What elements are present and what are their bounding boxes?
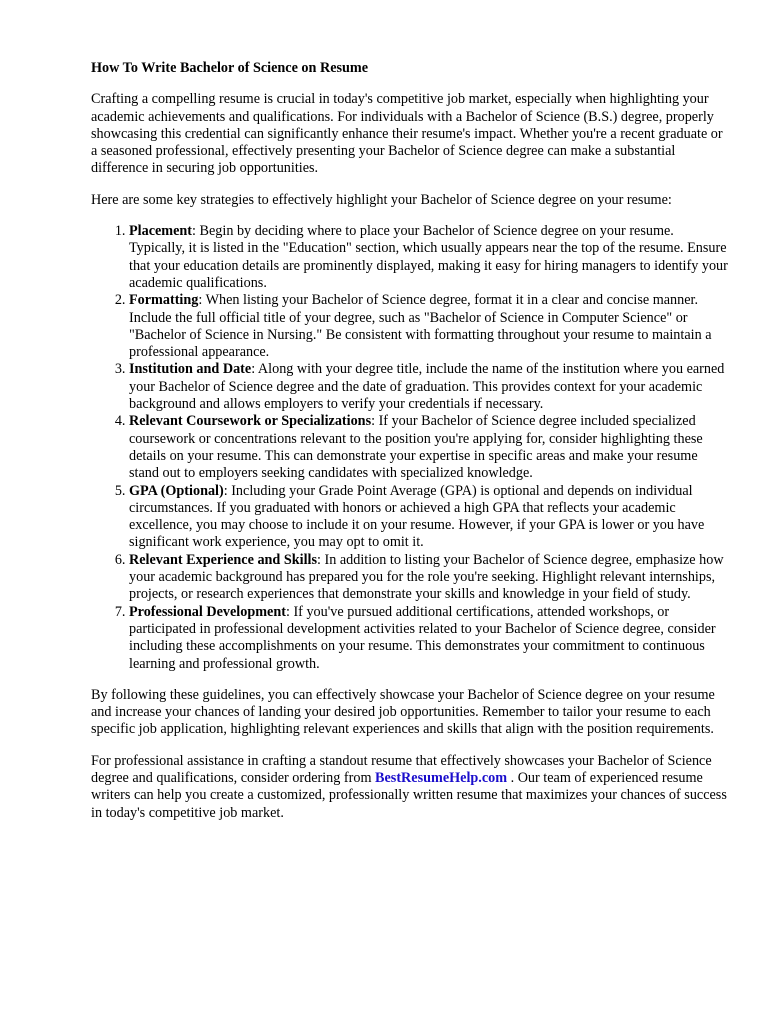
list-item (129, 483, 731, 552)
list-item (129, 223, 731, 292)
closing-text-before-link: For professional assistance in crafting a standout resume that effectively showcases your Bachelor of Science degree and qualifications, consider ordering from (91, 752, 712, 786)
strategy-term: Institution and Date (129, 361, 252, 378)
list-item (129, 413, 731, 482)
strategy-text: : If your Bachelor of Science degree included specialized coursework or concentrations relevant to the position you're applying for, consider highlighting these details on your resume. This can demonstrate your expertise in specific areas and make your resume stand out to employers seeking candidates with specialized knowledge. (129, 413, 703, 482)
closing-text-after-link: . Our team of experienced resume writers can help you create a customized, professionally written resume that maximizes your chances of success in today's competitive job market. (91, 769, 727, 821)
conclusion-paragraph: By following these guidelines, you can effectively showcase your Bachelor of Science degree on your resume and increase your chances of landing your desired job opportunities. Remember to tailor your resume to each specific job application, highlighting relevant experiences and skills that align with the position requirements. (91, 686, 715, 738)
strategy-text: : In addition to listing your Bachelor of Science degree, emphasize how your academic background has prepared you for the role you're seeking. Highlight relevant internships, projects, or research experiences that demonstrate your skills and knowledge in your field of study. (129, 551, 724, 603)
strategy-term: Relevant Experience and Skills (129, 551, 317, 568)
list-item (129, 552, 731, 604)
strategy-term: Professional Development (129, 603, 286, 620)
strategy-text: : Along with your degree title, include the name of the institution where you earned your Bachelor of Science degree and the date of graduation. This provides context for your academic background and allows employers to verify your credentials if necessary. (129, 361, 725, 413)
strategy-term: Placement (129, 223, 193, 240)
closing-paragraph (91, 753, 731, 822)
lead-in-paragraph: Here are some key strategies to effectively highlight your Bachelor of Science degree on your resume: (91, 191, 672, 208)
list-item (129, 361, 731, 413)
document-page (91, 60, 731, 836)
strategy-text: : Begin by deciding where to place your Bachelor of Science degree on your resume. Typically, it is listed in the "Education" section, which usually appears near the top of the resume. Ensure that your education details are prominently displayed, making it easy for hiring managers to identify your academic qualifications. (129, 223, 728, 291)
strategies-list (91, 223, 731, 673)
intro-paragraph: Crafting a compelling resume is crucial in today's competitive job market, especially when highlighting your academic achievements and qualifications. For individuals with a Bachelor of Science (B.S.) degree, properly showcasing this credential can significantly enhance their resume's impact. Whether you're a recent graduate or a seasoned professional, effectively presenting your Bachelor of Science degree can make a substantial difference in securing job opportunities. (91, 91, 723, 177)
strategy-term: Formatting (129, 292, 199, 309)
document-title: How To Write Bachelor of Science on Resume (91, 60, 369, 76)
strategy-text: : Including your Grade Point Average (GPA) is optional and depends on individual circumstances. If you graduated with honors or achieved a high GPA that reflects your academic excellence, you may choose to include it on your resume. However, if your GPA is lower or you have significant work experience, you may opt to omit it. (129, 482, 705, 551)
best-resume-help-link[interactable]: BestResumeHelp.com (375, 769, 508, 786)
strategy-text: : When listing your Bachelor of Science degree, format it in a clear and concise manner. Include the full official title of your degree, such as "Bachelor of Science in Computer Science" or "Bachelor of Science in Nursing." Be consistent with formatting throughout your resume to maintain a professional appearance. (129, 292, 712, 361)
strategy-term: GPA (Optional) (129, 482, 224, 499)
list-item (129, 604, 731, 673)
strategy-term: Relevant Coursework or Specializations (129, 413, 372, 430)
list-item (129, 292, 731, 361)
strategy-text: : If you've pursued additional certifications, attended workshops, or participated in professional development activities related to your Bachelor of Science degree, consider including these accomplishments on your resume. This demonstrates your commitment to continuous learning and professional growth. (129, 603, 716, 672)
